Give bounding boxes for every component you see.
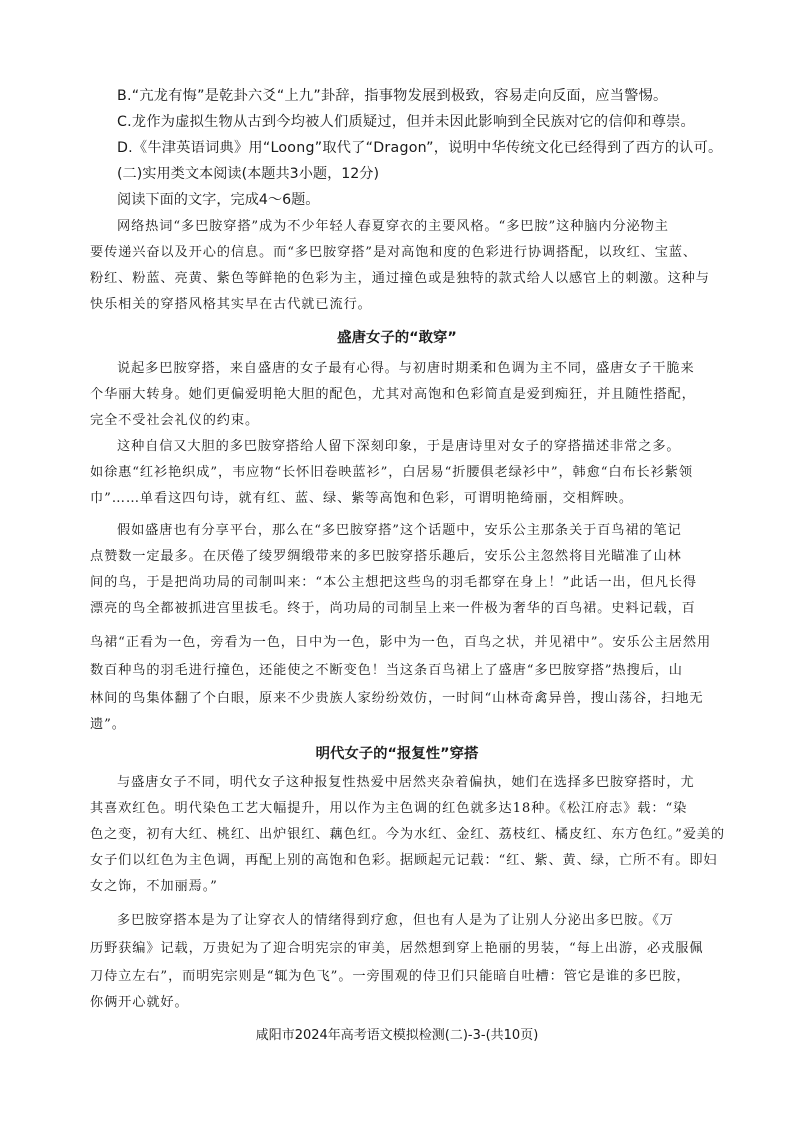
paragraph-line: 完全不受社会礼仪的约束。 bbox=[90, 413, 260, 428]
paragraph-line: 巾”……单看这四句诗，就有红、蓝、绿、紫等高饱和色彩，可谓明艳绮丽，交相辉映。 bbox=[90, 491, 633, 506]
heading-tang: 盛唐女子的“敢穿” bbox=[337, 330, 457, 346]
paragraph-line: 如徐惠“红衫艳织成”，韦应物“长怀旧卷映蓝衫”，白居易“折腰俱老绿衫中”，韩愈“白布长衫紫领 bbox=[90, 465, 693, 480]
paragraph-line: 色之变，初有大红、桃红、出炉银红、藕色红。今为水红、金红、荔枝红、橘皮红、东方色红。”爱美的 bbox=[90, 827, 725, 842]
paragraph-line: 点赞数一定最多。在厌倦了绫罗绸缎带来的多巴胺穿搭乐趣后，安乐公主忽然将目光瞄准了山林 bbox=[90, 549, 682, 564]
paragraph-line: 间的鸟，于是把尚功局的司制叫来：“本公主想把这些鸟的羽毛都穿在身上！”此话一出，但凡长得 bbox=[90, 575, 697, 590]
paragraph-line: 与盛唐女子不同，明代女子这种报复性热爱中居然夹杂着偏执，她们在选择多巴胺穿搭时，尤 bbox=[117, 775, 695, 790]
paragraph-line: 假如盛唐也有分享平台，那么在“多巴胺穿搭”这个话题中，安乐公主那条关于百鸟裙的笔记 bbox=[117, 523, 682, 538]
section-instruction: 阅读下面的文字，完成4～6题。 bbox=[117, 192, 320, 208]
paragraph-line: 遗”。 bbox=[90, 717, 126, 732]
paragraph-line: 漂亮的鸟全都被抓进宫里拔毛。终于，尚功局的司制呈上来一件极为奢华的百鸟裙。史料记载，百 bbox=[90, 601, 696, 616]
paragraph-line: 鸟裙“正看为一色，旁看为一色，日中为一色，影中为一色，百鸟之状，并见裙中”。安乐公主居然用 bbox=[90, 635, 712, 650]
intro-line: 要传递兴奋以及开心的信息。而“多巴胺穿搭”是对高饱和度的色彩进行协调搭配，以玫红、宝蓝、 bbox=[90, 245, 697, 260]
paragraph-line: 女之饰，不加丽焉。” bbox=[90, 879, 218, 894]
paragraph-line: 你俩开心就好。 bbox=[90, 995, 189, 1010]
option-c: C.龙作为虚拟生物从古到今均被人们质疑过，但并未因此影响到全民族对它的信仰和尊崇。 bbox=[117, 114, 695, 130]
intro-line: 网络热词“多巴胺穿搭”成为不少年轻人春夏穿衣的主要风格。“多巴胺”这种脑内分泌物主 bbox=[117, 219, 669, 234]
paragraph-line: 林间的鸟集体翻了个白眼，原来不少贵族人家纷纷效仿，一时间“山林奇禽异兽，搜山荡谷，扫地无 bbox=[90, 691, 704, 706]
option-b: B.“亢龙有悔”是乾卦六爻“上九”卦辞，指事物发展到极致，容易走向反面，应当警惕。 bbox=[117, 88, 668, 104]
paragraph-line: 个华丽大转身。她们更偏爱明艳大胆的配色，尤其对高饱和色彩简直是爱到痴狂，并且随性搭配， bbox=[90, 387, 696, 402]
page-footer: 咸阳市2024年高考语文模拟检测(二)-3-(共10页) bbox=[255, 1028, 539, 1043]
intro-line: 快乐相关的穿搭风格其实早在古代就已流行。 bbox=[90, 297, 372, 312]
paragraph-line: 这种自信又大胆的多巴胺穿搭给人留下深刻印象，于是唐诗里对女子的穿搭描述非常之多。 bbox=[117, 439, 681, 454]
option-d: D.《牛津英语词典》用“Loong”取代了“Dragon”，说明中华传统文化已经得到了西方的认可。 bbox=[117, 140, 723, 156]
paragraph-line: 多巴胺穿搭本是为了让穿衣人的情绪得到疗愈，但也有人是为了让别人分泌出多巴胺。《万 bbox=[117, 913, 674, 928]
paragraph-line: 刀侍立左右”，而明宪宗则是“辄为色飞”。一旁围观的侍卫们只能暗自吐槽：管它是谁的多巴胺， bbox=[90, 969, 691, 984]
paragraph-line: 数百种鸟的羽毛进行撞色，还能使之不断变色！当这条百鸟裙上了盛唐“多巴胺穿搭”热搜后，山 bbox=[90, 663, 683, 678]
heading-ming: 明代女子的“报复性”穿搭 bbox=[315, 746, 479, 762]
section-title: (二)实用类文本阅读(本题共3小题，12分) bbox=[117, 166, 380, 182]
paragraph-line: 女子们以红色为主色调，再配上别的高饱和色彩。据顾起元记载：“红、紫、黄、绿，亡所不有。即妇 bbox=[90, 853, 718, 868]
paragraph-line: 其喜欢红色。明代染色工艺大幅提升，用以作为主色调的红色就多达18种。《松江府志》载：“染 bbox=[90, 801, 688, 816]
intro-line: 粉红、粉蓝、亮黄、紫色等鲜艳的色彩为主，通过撞色或是独特的款式给人以感官上的刺激。这种与 bbox=[90, 271, 710, 286]
paragraph-line: 历野获编》记载，万贵妃为了迎合明宪宗的审美，居然想到穿上艳丽的男装，“每上出游，必戎服佩 bbox=[90, 941, 704, 956]
paragraph-line: 说起多巴胺穿搭，来自盛唐的女子最有心得。与初唐时期柔和色调为主不同，盛唐女子干脆来 bbox=[117, 361, 695, 376]
